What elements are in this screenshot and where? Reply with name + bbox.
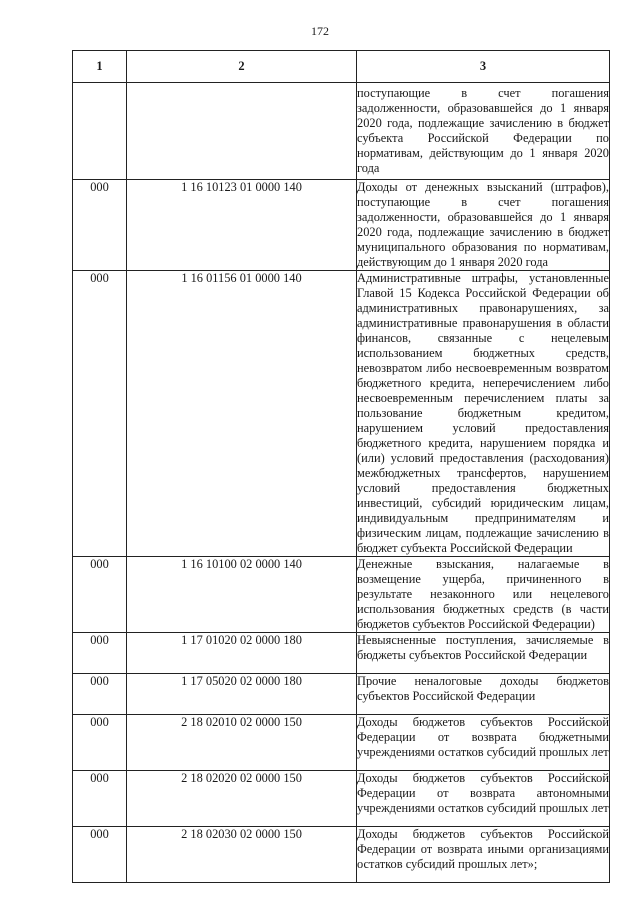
table-row xyxy=(73,771,610,827)
description-cell: Невыясненные поступления, зачисляемые в бюджеты субъектов Российской Федерации xyxy=(357,633,610,674)
table-row xyxy=(73,271,610,557)
budget-code-cell: 1 17 05020 02 0000 180 xyxy=(127,674,357,715)
table-row xyxy=(73,180,610,271)
table-row xyxy=(73,633,610,674)
page-number: 172 xyxy=(311,24,329,38)
budget-code-cell: 2 18 02010 02 0000 150 xyxy=(127,715,357,771)
budget-classification-table xyxy=(72,50,610,883)
table-row xyxy=(73,715,610,771)
description-cell: Доходы бюджетов субъектов Российской Федерации от возврата бюджетными учреждениями остатков субсидий прошлых лет xyxy=(357,715,610,771)
budget-code-cell xyxy=(127,83,357,180)
budget-code-cell: 1 17 01020 02 0000 180 xyxy=(127,633,357,674)
table-row xyxy=(73,557,610,633)
table-row xyxy=(73,674,610,715)
description-cell: Денежные взыскания, налагаемые в возмещение ущерба, причиненного в результате незаконного или нецелевого использования бюджетных средств (в части бюджетов субъектов Российской Федерации) xyxy=(357,557,609,631)
admin-code-cell: 000 xyxy=(73,633,127,674)
column-header-2: 2 xyxy=(127,51,357,83)
admin-code-cell: 000 xyxy=(73,715,127,771)
admin-code-cell: 000 xyxy=(73,557,127,633)
description-cell: Прочие неналоговые доходы бюджетов субъектов Российской Федерации xyxy=(357,674,610,715)
admin-code-cell xyxy=(73,83,127,180)
admin-code-cell: 000 xyxy=(73,771,127,827)
admin-code-cell: 000 xyxy=(73,827,127,883)
table-row xyxy=(73,83,610,180)
budget-code-cell: 2 18 02030 02 0000 150 xyxy=(127,827,357,883)
description-cell: Доходы от денежных взысканий (штрафов), поступающие в счет погашения задолженности, образовавшейся до 1 января 2020 года, подлежащие зачислению в бюджет муниципального образования по нормативам, действующим до 1 января 2020 года xyxy=(357,180,609,269)
budget-code-cell: 1 16 01156 01 0000 140 xyxy=(127,271,357,557)
description-cell: Административные штрафы, установленные Главой 15 Кодекса Российской Федерации об административных правонарушениях, за административные правонарушения в области финансов, связанные с нецелевым использованием бюджетных средств, невозвратом либо несвоевременным возвратом бюджетного кредита, неперечислением либо несвоевременным перечислением платы за пользование бюджетным кредитом, нарушением условий предоставления бюджетного кредита, нарушением порядка и (или) условий предоставления (расходования) межбюджетных трансфертов, нарушением условий предоставления бюджетных инвестиций, субсидий юридическим лицам, индивидуальным предпринимателям и физическим лицам, подлежащие зачислению в бюджет субъекта Российской Федерации xyxy=(357,271,609,555)
description-cell: Доходы бюджетов субъектов Российской Федерации от возврата иными организациями остатков субсидий прошлых лет»; xyxy=(357,827,610,883)
budget-code-cell: 1 16 10123 01 0000 140 xyxy=(127,180,357,271)
table-header-row xyxy=(73,51,610,83)
admin-code-cell: 000 xyxy=(73,180,127,271)
budget-code-cell: 2 18 02020 02 0000 150 xyxy=(127,771,357,827)
description-cell: поступающие в счет погашения задолженности, образовавшейся до 1 января 2020 года, подлежащие зачислению в бюджет субъекта Российской Федерации по нормативам, действующим до 1 января 2020 года xyxy=(357,83,610,180)
column-header-3: 3 xyxy=(357,51,610,83)
admin-code-cell: 000 xyxy=(73,674,127,715)
admin-code-cell: 000 xyxy=(73,271,127,557)
description-cell: Доходы бюджетов субъектов Российской Федерации от возврата автономными учреждениями остатков субсидий прошлых лет xyxy=(357,771,610,827)
table-row xyxy=(73,827,610,883)
budget-code-cell: 1 16 10100 02 0000 140 xyxy=(127,557,357,633)
column-header-1: 1 xyxy=(73,51,127,83)
